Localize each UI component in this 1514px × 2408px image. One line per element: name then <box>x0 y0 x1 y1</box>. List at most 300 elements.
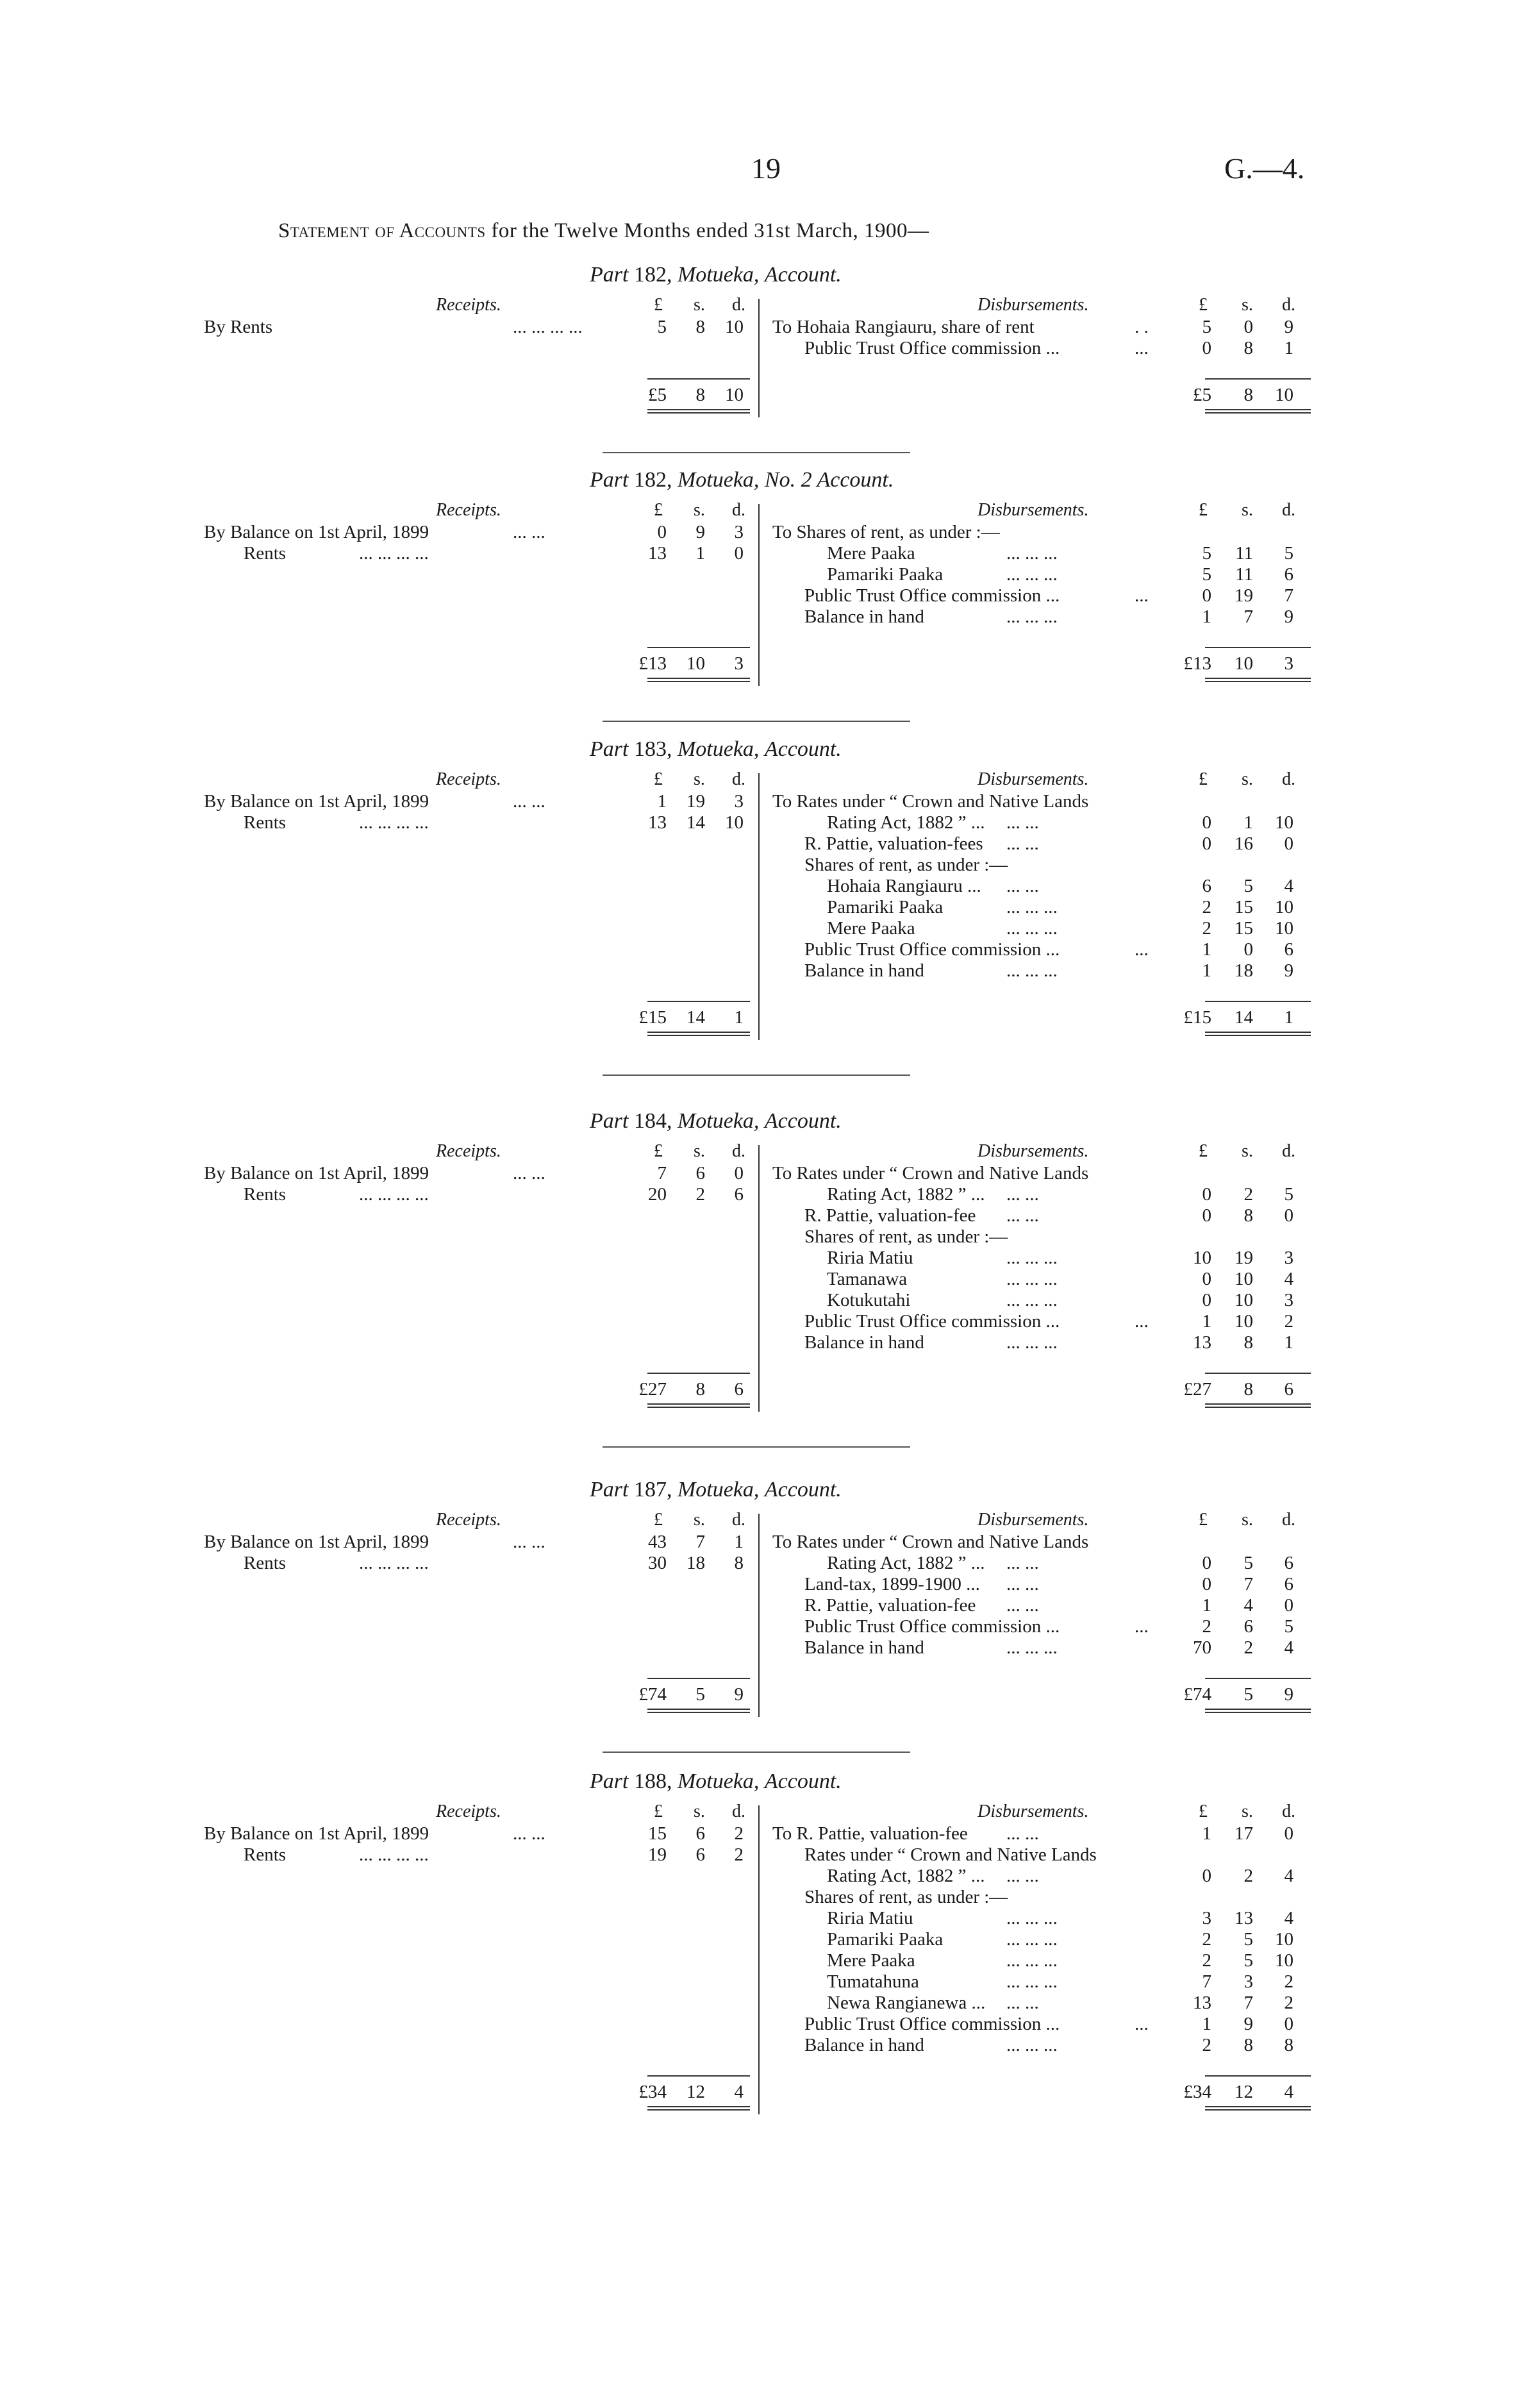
disbursement-shillings: 8 <box>1244 1205 1253 1226</box>
disbursement-row <box>0 1616 1346 1637</box>
receipt-label: By Balance on 1st April, 1899 <box>204 1532 429 1552</box>
disbursement-row <box>0 1823 1346 1844</box>
disbursement-pounds: 2 <box>1202 1929 1211 1950</box>
disbursement-pounds: 3 <box>1202 1908 1211 1928</box>
disbursement-shillings: 7 <box>1244 606 1253 627</box>
disbursements-double-rule <box>1205 409 1311 414</box>
disbursement-pounds: 7 <box>1202 1971 1211 1992</box>
disbursement-pence: 9 <box>1284 606 1294 627</box>
receipts-header: Receipts. <box>436 500 501 520</box>
disbursement-pence: 3 <box>1284 1290 1294 1310</box>
receipts-shillings-header: s. <box>694 1510 705 1530</box>
disbursement-row <box>0 1311 1346 1332</box>
receipt-label: By Balance on 1st April, 1899 <box>204 1823 429 1844</box>
receipt-shillings: 6 <box>695 1844 705 1865</box>
disbursements-total-row <box>0 1007 1346 1028</box>
disbursement-leader-dots: ... <box>1135 1311 1149 1332</box>
receipts-total-pence: 10 <box>725 385 744 405</box>
receipts-pence-header: d. <box>732 295 745 315</box>
disbursement-row <box>0 833 1346 855</box>
disbursement-label: Balance in hand <box>804 960 924 981</box>
disbursement-shillings: 10 <box>1235 1269 1253 1289</box>
receipt-shillings: 6 <box>695 1163 705 1183</box>
account-title-prefix: Part <box>590 1109 629 1133</box>
receipts-total-rule <box>647 2075 750 2077</box>
receipt-label: Rents <box>244 1553 287 1573</box>
disbursements-total-pence: 4 <box>1284 2082 1294 2102</box>
receipt-leader-dots: ... ... ... ... <box>359 1184 429 1205</box>
account-title <box>590 263 842 287</box>
disbursements-total-rule <box>1205 378 1311 380</box>
disbursement-row <box>0 1637 1346 1659</box>
disbursement-label: To Rates under “ Crown and Native Lands <box>772 1532 1089 1552</box>
disbursement-row <box>0 1226 1346 1248</box>
disbursement-row <box>0 564 1346 585</box>
disbursement-pence: 3 <box>1284 1248 1294 1268</box>
receipt-pounds: 43 <box>648 1532 667 1552</box>
receipts-double-rule <box>647 1709 750 1713</box>
disbursement-shillings: 2 <box>1244 1184 1253 1205</box>
disbursement-shillings: 13 <box>1235 1908 1253 1928</box>
disbursement-shillings: 0 <box>1244 317 1253 337</box>
disbursement-shillings: 10 <box>1235 1311 1253 1332</box>
disbursement-pounds: 0 <box>1202 585 1211 606</box>
disbursement-pence: 5 <box>1284 1616 1294 1637</box>
disbursements-total-pence: 9 <box>1284 1684 1294 1705</box>
disbursements-total-pence: 3 <box>1284 653 1294 674</box>
disbursement-row <box>0 1993 1346 2014</box>
disbursement-label: Shares of rent, as under :— <box>804 1226 1008 1247</box>
disbursement-pence: 0 <box>1284 1595 1294 1616</box>
receipt-pence: 0 <box>734 1163 744 1183</box>
disbursement-label: Rating Act, 1882 ” ... <box>827 1866 985 1886</box>
disbursement-leader-dots: ... ... ... <box>1006 564 1058 585</box>
disbursement-row <box>0 1532 1346 1553</box>
disbursement-pounds: 13 <box>1193 1993 1211 2013</box>
receipt-pence: 2 <box>734 1823 744 1844</box>
receipts-total-shillings: 5 <box>695 1684 705 1705</box>
disbursement-label: Pamariki Paaka <box>827 564 944 585</box>
disbursement-label: Public Trust Office commission ... <box>804 585 1060 606</box>
disbursements-total-row <box>0 653 1346 674</box>
disbursements-total-pounds: £13 <box>1183 653 1211 674</box>
disbursements-pence-header: d. <box>1282 1141 1295 1161</box>
disbursement-row <box>0 918 1346 939</box>
disbursement-label: Riria Matiu <box>827 1908 913 1928</box>
disbursement-shillings: 15 <box>1235 918 1253 939</box>
disbursement-label: Balance in hand <box>804 1637 924 1658</box>
disbursement-label: R. Pattie, valuation-fees <box>804 833 983 854</box>
disbursement-pence: 0 <box>1284 1823 1294 1844</box>
disbursement-shillings: 15 <box>1235 897 1253 917</box>
disbursements-total-row <box>0 385 1346 406</box>
receipt-shillings: 18 <box>686 1553 705 1573</box>
receipt-shillings: 14 <box>686 812 705 833</box>
disbursement-row <box>0 1553 1346 1574</box>
disbursement-label: To Hohaia Rangiauru, share of rent <box>772 317 1035 337</box>
receipts-pounds-header: £ <box>654 500 663 520</box>
disbursement-shillings: 0 <box>1244 939 1253 960</box>
receipt-label: By Balance on 1st April, 1899 <box>204 1163 429 1183</box>
disbursement-pence: 4 <box>1284 1637 1294 1658</box>
disbursements-total-rule <box>1205 1678 1311 1679</box>
receipt-shillings: 19 <box>686 791 705 812</box>
disbursement-pounds: 2 <box>1202 1950 1211 1971</box>
receipts-total-rule <box>647 1373 750 1374</box>
receipts-double-rule <box>647 2106 750 2111</box>
disbursement-label: Tumatahuna <box>827 1971 919 1992</box>
disbursement-row <box>0 1269 1346 1290</box>
disbursement-row <box>0 1929 1346 1950</box>
disbursement-pence: 9 <box>1284 317 1294 337</box>
account-separator <box>603 721 910 722</box>
disbursement-row <box>0 960 1346 982</box>
disbursements-total-rule <box>1205 1001 1311 1002</box>
disbursement-row <box>0 543 1346 564</box>
disbursement-label: Balance in hand <box>804 606 924 627</box>
disbursement-shillings: 9 <box>1244 2014 1253 2034</box>
receipt-leader-dots: ... ... ... ... <box>359 1553 429 1573</box>
disbursement-label: Pamariki Paaka <box>827 897 944 917</box>
receipts-header: Receipts. <box>436 1510 501 1530</box>
receipts-total-rule <box>647 1678 750 1679</box>
disbursement-shillings: 19 <box>1235 585 1253 606</box>
disbursement-row <box>0 1595 1346 1616</box>
account-title-place: Motueka, <box>677 737 760 761</box>
disbursements-pence-header: d. <box>1282 1802 1295 1821</box>
receipt-pounds: 5 <box>657 317 667 337</box>
disbursement-label: Shares of rent, as under :— <box>804 1887 1008 1907</box>
receipts-total-pence: 4 <box>734 2082 744 2102</box>
account-title-place: Motueka, <box>677 1478 760 1501</box>
account-title-number: 182, <box>633 263 672 287</box>
account-title-suffix: Account. <box>764 1769 842 1793</box>
disbursement-pounds: 1 <box>1202 1595 1211 1616</box>
disbursement-pounds: 1 <box>1202 2014 1211 2034</box>
disbursement-leader-dots: ... ... <box>1006 1993 1039 2013</box>
disbursement-shillings: 7 <box>1244 1574 1253 1594</box>
account-title-number: 183, <box>633 737 672 761</box>
account-title <box>590 1478 842 1502</box>
receipt-pence: 3 <box>734 791 744 812</box>
receipt-pounds: 19 <box>648 1844 667 1865</box>
disbursement-row <box>0 1908 1346 1929</box>
disbursement-pence: 2 <box>1284 1971 1294 1992</box>
receipt-pence: 3 <box>734 522 744 542</box>
disbursement-label: To R. Pattie, valuation-fee <box>772 1823 968 1844</box>
disbursements-pence-header: d. <box>1282 500 1295 520</box>
disbursements-pence-header: d. <box>1282 769 1295 789</box>
account-title <box>590 468 894 492</box>
account-title-place: Motueka, No. <box>677 468 796 492</box>
disbursement-leader-dots: ... ... ... <box>1006 1332 1058 1353</box>
disbursements-shillings-header: s. <box>1242 769 1253 789</box>
disbursement-row <box>0 1205 1346 1226</box>
disbursement-row <box>0 791 1346 812</box>
disbursement-row <box>0 1950 1346 1971</box>
disbursement-shillings: 8 <box>1244 1332 1253 1353</box>
receipts-pence-header: d. <box>732 1141 745 1161</box>
disbursement-label: R. Pattie, valuation-fee <box>804 1205 976 1226</box>
disbursement-pounds: 0 <box>1202 812 1211 833</box>
disbursements-shillings-header: s. <box>1242 1141 1253 1161</box>
disbursement-pounds: 0 <box>1202 338 1211 358</box>
receipt-shillings: 2 <box>695 1184 705 1205</box>
disbursement-label: Shares of rent, as under :— <box>804 855 1008 875</box>
disbursement-leader-dots: ... ... ... <box>1006 606 1058 627</box>
disbursement-label: Public Trust Office commission ... <box>804 939 1060 960</box>
disbursements-total-rule <box>1205 647 1311 648</box>
disbursement-pounds: 0 <box>1202 1269 1211 1289</box>
receipt-leader-dots: ... ... <box>513 791 545 812</box>
receipts-pounds-header: £ <box>654 1802 663 1821</box>
disbursement-pounds: 2 <box>1202 897 1211 917</box>
disbursements-double-rule <box>1205 1403 1311 1408</box>
disbursement-row <box>0 585 1346 606</box>
disbursements-header: Disbursements. <box>977 769 1089 789</box>
disbursement-shillings: 16 <box>1235 833 1253 854</box>
receipt-pounds: 15 <box>648 1823 667 1844</box>
receipts-shillings-header: s. <box>694 769 705 789</box>
disbursement-pence: 6 <box>1284 564 1294 585</box>
disbursements-pounds-header: £ <box>1199 1141 1208 1161</box>
disbursement-pence: 4 <box>1284 1269 1294 1289</box>
disbursements-pounds-header: £ <box>1199 500 1208 520</box>
account-title-prefix: Part <box>590 263 629 287</box>
disbursement-shillings: 2 <box>1244 1866 1253 1886</box>
disbursement-leader-dots: ... ... <box>1006 1205 1039 1226</box>
disbursement-pence: 8 <box>1284 2035 1294 2055</box>
disbursement-pence: 4 <box>1284 1908 1294 1928</box>
disbursements-total-pounds: £5 <box>1193 385 1211 405</box>
disbursements-total-pence: 1 <box>1284 1007 1294 1028</box>
disbursement-leader-dots: ... ... ... <box>1006 918 1058 939</box>
disbursements-pence-header: d. <box>1282 295 1295 315</box>
disbursement-leader-dots: ... ... <box>1006 1866 1039 1886</box>
receipts-header: Receipts. <box>436 1141 501 1161</box>
disbursement-label: Mere Paaka <box>827 543 915 564</box>
receipts-total-pounds: £5 <box>648 385 667 405</box>
disbursement-row <box>0 876 1346 897</box>
receipts-double-rule <box>647 409 750 414</box>
receipts-pence-header: d. <box>732 769 745 789</box>
disbursement-leader-dots: ... ... ... <box>1006 960 1058 981</box>
receipt-pounds: 30 <box>648 1553 667 1573</box>
disbursement-shillings: 6 <box>1244 1616 1253 1637</box>
disbursement-shillings: 4 <box>1244 1595 1253 1616</box>
receipt-leader-dots: ... ... <box>513 1823 545 1844</box>
disbursement-shillings: 11 <box>1235 543 1253 564</box>
disbursement-leader-dots: ... ... ... <box>1006 1637 1058 1658</box>
disbursement-leader-dots: ... <box>1135 1616 1149 1637</box>
disbursement-leader-dots: ... ... <box>1006 833 1039 854</box>
disbursements-total-pence: 10 <box>1275 385 1294 405</box>
disbursement-shillings: 7 <box>1244 1993 1253 2013</box>
disbursements-total-shillings: 12 <box>1235 2082 1253 2102</box>
disbursement-pounds: 1 <box>1202 1311 1211 1332</box>
receipts-total-pounds: £27 <box>638 1379 667 1400</box>
disbursements-shillings-header: s. <box>1242 500 1253 520</box>
disbursements-total-pounds: £27 <box>1183 1379 1211 1400</box>
disbursements-shillings-header: s. <box>1242 1510 1253 1530</box>
disbursement-label: Rating Act, 1882 ” ... <box>827 1553 985 1573</box>
receipt-pounds: 13 <box>648 543 667 564</box>
account-title <box>590 1769 842 1794</box>
disbursement-shillings: 8 <box>1244 2035 1253 2055</box>
disbursement-leader-dots: ... ... ... <box>1006 543 1058 564</box>
disbursement-pounds: 10 <box>1193 1248 1211 1268</box>
disbursement-pounds: 1 <box>1202 1823 1211 1844</box>
disbursement-row <box>0 1248 1346 1269</box>
disbursement-pounds: 1 <box>1202 939 1211 960</box>
disbursement-pence: 5 <box>1284 543 1294 564</box>
receipts-total-shillings: 8 <box>695 385 705 405</box>
disbursement-pence: 6 <box>1284 1574 1294 1594</box>
receipts-total-pounds: £74 <box>638 1684 667 1705</box>
disbursement-row <box>0 2014 1346 2035</box>
disbursements-pounds-header: £ <box>1199 295 1208 315</box>
disbursement-row <box>0 1844 1346 1866</box>
receipts-pounds-header: £ <box>654 295 663 315</box>
disbursement-pounds: 0 <box>1202 1205 1211 1226</box>
disbursement-label: Tamanawa <box>827 1269 908 1289</box>
account-title <box>590 1109 842 1133</box>
disbursements-total-pounds: £15 <box>1183 1007 1211 1028</box>
disbursements-total-row <box>0 1379 1346 1400</box>
receipt-label: Rents <box>244 1184 287 1205</box>
disbursements-shillings-header: s. <box>1242 295 1253 315</box>
receipt-pounds: 7 <box>657 1163 667 1183</box>
receipts-total-rule <box>647 378 750 380</box>
account-title-suffix: 2 Account. <box>801 468 894 492</box>
disbursement-pence: 0 <box>1284 1205 1294 1226</box>
page-number: 19 <box>751 152 781 185</box>
disbursements-total-shillings: 5 <box>1244 1684 1253 1705</box>
disbursement-label: Mere Paaka <box>827 1950 915 1971</box>
document-reference: G.—4. <box>1224 152 1305 185</box>
disbursement-row <box>0 812 1346 833</box>
receipts-total-pence: 3 <box>734 653 744 674</box>
disbursement-label: Public Trust Office commission ... <box>804 338 1060 358</box>
disbursement-leader-dots: ... ... <box>1006 1823 1039 1844</box>
disbursements-header: Disbursements. <box>977 500 1089 520</box>
receipts-total-rule <box>647 1001 750 1002</box>
receipt-leader-dots: ... ... <box>513 1163 545 1183</box>
disbursement-label: Kotukutahi <box>827 1290 911 1310</box>
disbursement-shillings: 17 <box>1235 1823 1253 1844</box>
disbursement-leader-dots: ... ... <box>1006 1595 1039 1616</box>
disbursements-double-rule <box>1205 2106 1311 2111</box>
disbursement-leader-dots: ... ... ... <box>1006 1950 1058 1971</box>
receipt-shillings: 6 <box>695 1823 705 1844</box>
disbursement-pence: 7 <box>1284 585 1294 606</box>
disbursement-row <box>0 1866 1346 1887</box>
disbursement-label: Hohaia Rangiauru ... <box>827 876 981 896</box>
disbursement-pounds: 1 <box>1202 606 1211 627</box>
disbursements-double-rule <box>1205 678 1311 682</box>
disbursement-label: Balance in hand <box>804 1332 924 1353</box>
disbursement-row <box>0 1163 1346 1184</box>
disbursements-total-shillings: 8 <box>1244 1379 1253 1400</box>
disbursement-row <box>0 1290 1346 1311</box>
disbursement-pence: 4 <box>1284 876 1294 896</box>
disbursement-label: Land-tax, 1899-1900 ... <box>804 1574 980 1594</box>
account-title-prefix: Part <box>590 737 629 761</box>
account-separator <box>603 1446 910 1448</box>
receipt-label: Rents <box>244 812 287 833</box>
receipts-header: Receipts. <box>436 769 501 789</box>
disbursement-leader-dots: ... ... ... <box>1006 1269 1058 1289</box>
disbursement-leader-dots: ... ... ... <box>1006 1908 1058 1928</box>
disbursements-double-rule <box>1205 1032 1311 1036</box>
disbursement-row <box>0 1887 1346 1908</box>
disbursement-pence: 0 <box>1284 833 1294 854</box>
disbursement-pence: 1 <box>1284 338 1294 358</box>
disbursements-header: Disbursements. <box>977 295 1089 315</box>
disbursement-shillings: 2 <box>1244 1637 1253 1658</box>
receipts-total-rule <box>647 647 750 648</box>
account-title-suffix: Account. <box>764 263 842 287</box>
disbursement-label: Newa Rangianewa ... <box>827 1993 986 2013</box>
account-title-number: 182, <box>633 468 672 492</box>
disbursement-pounds: 70 <box>1193 1637 1211 1658</box>
disbursement-leader-dots: ... ... <box>1006 1184 1039 1205</box>
disbursement-label: R. Pattie, valuation-fee <box>804 1595 976 1616</box>
receipt-pence: 2 <box>734 1844 744 1865</box>
disbursement-pounds: 5 <box>1202 543 1211 564</box>
disbursement-pounds: 1 <box>1202 960 1211 981</box>
disbursement-label: Rating Act, 1882 ” ... <box>827 1184 985 1205</box>
account-title-suffix: Account. <box>764 737 842 761</box>
receipt-pounds: 1 <box>657 791 667 812</box>
disbursement-pence: 1 <box>1284 1332 1294 1353</box>
disbursements-total-rule <box>1205 2075 1311 2077</box>
disbursement-leader-dots: ... ... <box>1006 876 1039 896</box>
statement-title <box>278 219 929 243</box>
receipts-pence-header: d. <box>732 1510 745 1530</box>
disbursements-total-pence: 6 <box>1284 1379 1294 1400</box>
disbursements-pence-header: d. <box>1282 1510 1295 1530</box>
disbursement-label: Rating Act, 1882 ” ... <box>827 812 985 833</box>
disbursement-shillings: 3 <box>1244 1971 1253 1992</box>
receipt-shillings: 8 <box>695 317 705 337</box>
disbursement-label: Mere Paaka <box>827 918 915 939</box>
disbursement-leader-dots: ... ... <box>1006 1553 1039 1573</box>
disbursement-row <box>0 2035 1346 2056</box>
disbursement-leader-dots: ... ... ... <box>1006 1971 1058 1992</box>
disbursement-label: To Rates under “ Crown and Native Lands <box>772 791 1089 812</box>
disbursement-row <box>0 522 1346 543</box>
receipts-total-shillings: 12 <box>686 2082 705 2102</box>
account-title-number: 184, <box>633 1109 672 1133</box>
receipts-header: Receipts. <box>436 295 501 315</box>
receipt-label: By Balance on 1st April, 1899 <box>204 791 429 812</box>
disbursement-pounds: 5 <box>1202 564 1211 585</box>
statement-title-rest: for the Twelve Months ended 31st March, 1900— <box>491 219 929 242</box>
disbursement-pence: 10 <box>1275 1929 1294 1950</box>
statement-title-lead: Statement of Accounts <box>278 219 486 242</box>
receipts-double-rule <box>647 678 750 682</box>
receipt-shillings: 7 <box>695 1532 705 1552</box>
disbursements-total-shillings: 14 <box>1235 1007 1253 1028</box>
disbursement-label: Riria Matiu <box>827 1248 913 1268</box>
disbursement-pence: 4 <box>1284 1866 1294 1886</box>
account-separator <box>603 1752 910 1753</box>
account-title-number: 188, <box>633 1769 672 1793</box>
account-separator <box>603 1074 910 1076</box>
disbursement-label: To Rates under “ Crown and Native Lands <box>772 1163 1089 1183</box>
disbursement-shillings: 1 <box>1244 812 1253 833</box>
